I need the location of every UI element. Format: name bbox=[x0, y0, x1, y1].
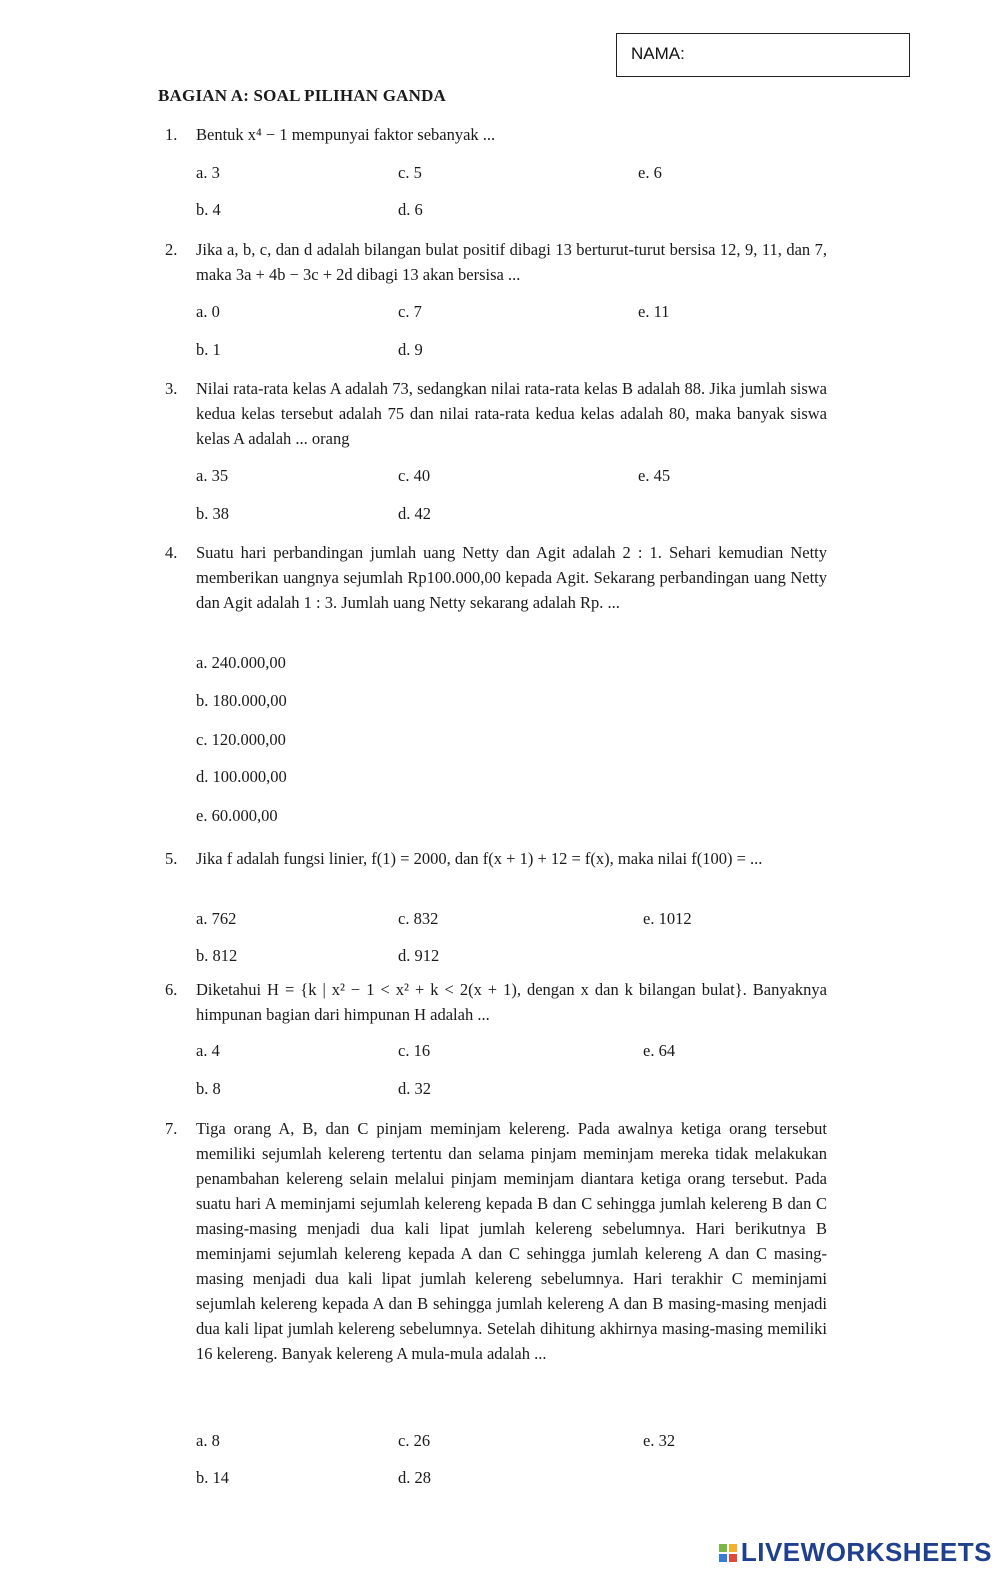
option-4a: a. 240.000,00 bbox=[196, 653, 286, 672]
section-title: BAGIAN A: SOAL PILIHAN GANDA bbox=[158, 86, 447, 105]
option-3d: d. 42 bbox=[398, 504, 431, 523]
question-1 bbox=[165, 122, 827, 147]
question-text: Diketahui H = {k | x² − 1 < x² + k < 2(x + 1), dengan x dan k bilangan bulat}. Banyaknya himpunan bagian dari himpunan H adalah ... bbox=[196, 980, 827, 1024]
option-2a: a. 0 bbox=[196, 302, 220, 321]
question-text: Tiga orang A, B, dan C pinjam meminjam kelereng. Pada awalnya ketiga orang tersebut memiliki sejumlah kelereng tertentu dan selama pinjam meminjam mereka tidak melakukan penambahan kelereng selain melalui pinjam meminjam diantara ketiga orang tersebut. Pada suatu hari A meminjami sejumlah kelereng kepada B dan C sehingga jumlah kelereng B dan C masing-masing menjadi dua kali lipat jumlah kelereng sebelumnya. Hari berikutnya B meminjami sejumlah kelereng kepada A dan C sehingga jumlah kelereng A dan C masing-masing menjadi dua kali lipat jumlah kelereng sebelumnya. Hari terakhir C meminjami sejumlah kelereng kepada A dan B sehingga jumlah kelereng A dan B masing-masing menjadi dua kali lipat jumlah kelereng sebelumnya. Setelah dihitung akhirnya masing-masing memiliki 16 kelereng. Banyak kelereng A mula-mula adalah ... bbox=[196, 1119, 827, 1363]
option-7c: c. 26 bbox=[398, 1431, 431, 1450]
brand-text: LIVEWORKSHEETS bbox=[740, 1537, 992, 1567]
question-number: 7. bbox=[165, 1119, 178, 1138]
option-5e: e. 1012 bbox=[643, 909, 692, 928]
option-6d: d. 32 bbox=[398, 1079, 431, 1098]
option-3a: a. 35 bbox=[196, 466, 229, 485]
question-text: Bentuk x⁴ − 1 mempunyai faktor sebanyak ... bbox=[196, 125, 496, 144]
option-4d: d. 100.000,00 bbox=[196, 767, 287, 786]
option-1c: c. 5 bbox=[398, 163, 422, 182]
option-7d: d. 28 bbox=[398, 1468, 431, 1487]
question-number: 3. bbox=[165, 379, 178, 398]
option-4e: e. 60.000,00 bbox=[196, 806, 278, 825]
option-4b: b. 180.000,00 bbox=[196, 691, 287, 710]
question-4 bbox=[165, 540, 827, 615]
question-text: Jika f adalah fungsi linier, f(1) = 2000, dan f(x + 1) + 12 = f(x), maka nilai f(100) = ... bbox=[196, 849, 763, 868]
option-2e: e. 11 bbox=[638, 302, 670, 321]
question-number: 4. bbox=[165, 543, 178, 562]
question-5 bbox=[165, 846, 827, 871]
option-6b: b. 8 bbox=[196, 1079, 221, 1098]
option-2b: b. 1 bbox=[196, 340, 221, 359]
option-1b: b. 4 bbox=[196, 200, 221, 219]
option-5d: d. 912 bbox=[398, 946, 440, 965]
option-1d: d. 6 bbox=[398, 200, 423, 219]
option-2d: d. 9 bbox=[398, 340, 423, 359]
question-text: Jika a, b, c, dan d adalah bilangan bulat positif dibagi 13 berturut-turut bersisa 12, 9, 11, dan 7, maka 3a + 4b − 3c + 2d dibagi 13 akan bersisa ... bbox=[196, 240, 827, 284]
option-1a: a. 3 bbox=[196, 163, 220, 182]
question-3 bbox=[165, 376, 827, 451]
option-4c: c. 120.000,00 bbox=[196, 730, 286, 749]
option-7b: b. 14 bbox=[196, 1468, 229, 1487]
option-3c: c. 40 bbox=[398, 466, 431, 485]
option-5a: a. 762 bbox=[196, 909, 237, 928]
option-6e: e. 64 bbox=[643, 1041, 676, 1060]
liveworksheets-logo-icon bbox=[719, 1544, 737, 1562]
option-7a: a. 8 bbox=[196, 1431, 220, 1450]
option-2c: c. 7 bbox=[398, 302, 422, 321]
option-6a: a. 4 bbox=[196, 1041, 220, 1060]
question-number: 1. bbox=[165, 125, 178, 144]
name-label: NAMA: bbox=[631, 44, 685, 63]
question-number: 5. bbox=[165, 849, 178, 868]
option-5c: c. 832 bbox=[398, 909, 439, 928]
option-6c: c. 16 bbox=[398, 1041, 431, 1060]
question-7 bbox=[165, 1116, 827, 1366]
question-text: Nilai rata-rata kelas A adalah 73, sedangkan nilai rata-rata kelas B adalah 88. Jika jumlah siswa kedua kelas tersebut adalah 75 dan nilai rata-rata kedua kelas adalah 80, maka banyak siswa kelas A adalah ... orang bbox=[196, 379, 827, 448]
question-2 bbox=[165, 237, 827, 287]
option-3b: b. 38 bbox=[196, 504, 229, 523]
question-6 bbox=[165, 977, 827, 1027]
question-number: 6. bbox=[165, 980, 178, 999]
question-text: Suatu hari perbandingan jumlah uang Netty dan Agit adalah 2 : 1. Sehari kemudian Netty memberikan uangnya sejumlah Rp100.000,00 kepada Agit. Sekarang perbandingan uang Netty dan Agit adalah 1 : 3. Jumlah uang Netty sekarang adalah Rp. ... bbox=[196, 543, 827, 612]
option-3e: e. 45 bbox=[638, 466, 671, 485]
liveworksheets-brand[interactable] bbox=[719, 1537, 992, 1568]
option-5b: b. 812 bbox=[196, 946, 238, 965]
name-field[interactable] bbox=[616, 33, 910, 77]
option-1e: e. 6 bbox=[638, 163, 662, 182]
option-7e: e. 32 bbox=[643, 1431, 676, 1450]
question-number: 2. bbox=[165, 240, 178, 259]
